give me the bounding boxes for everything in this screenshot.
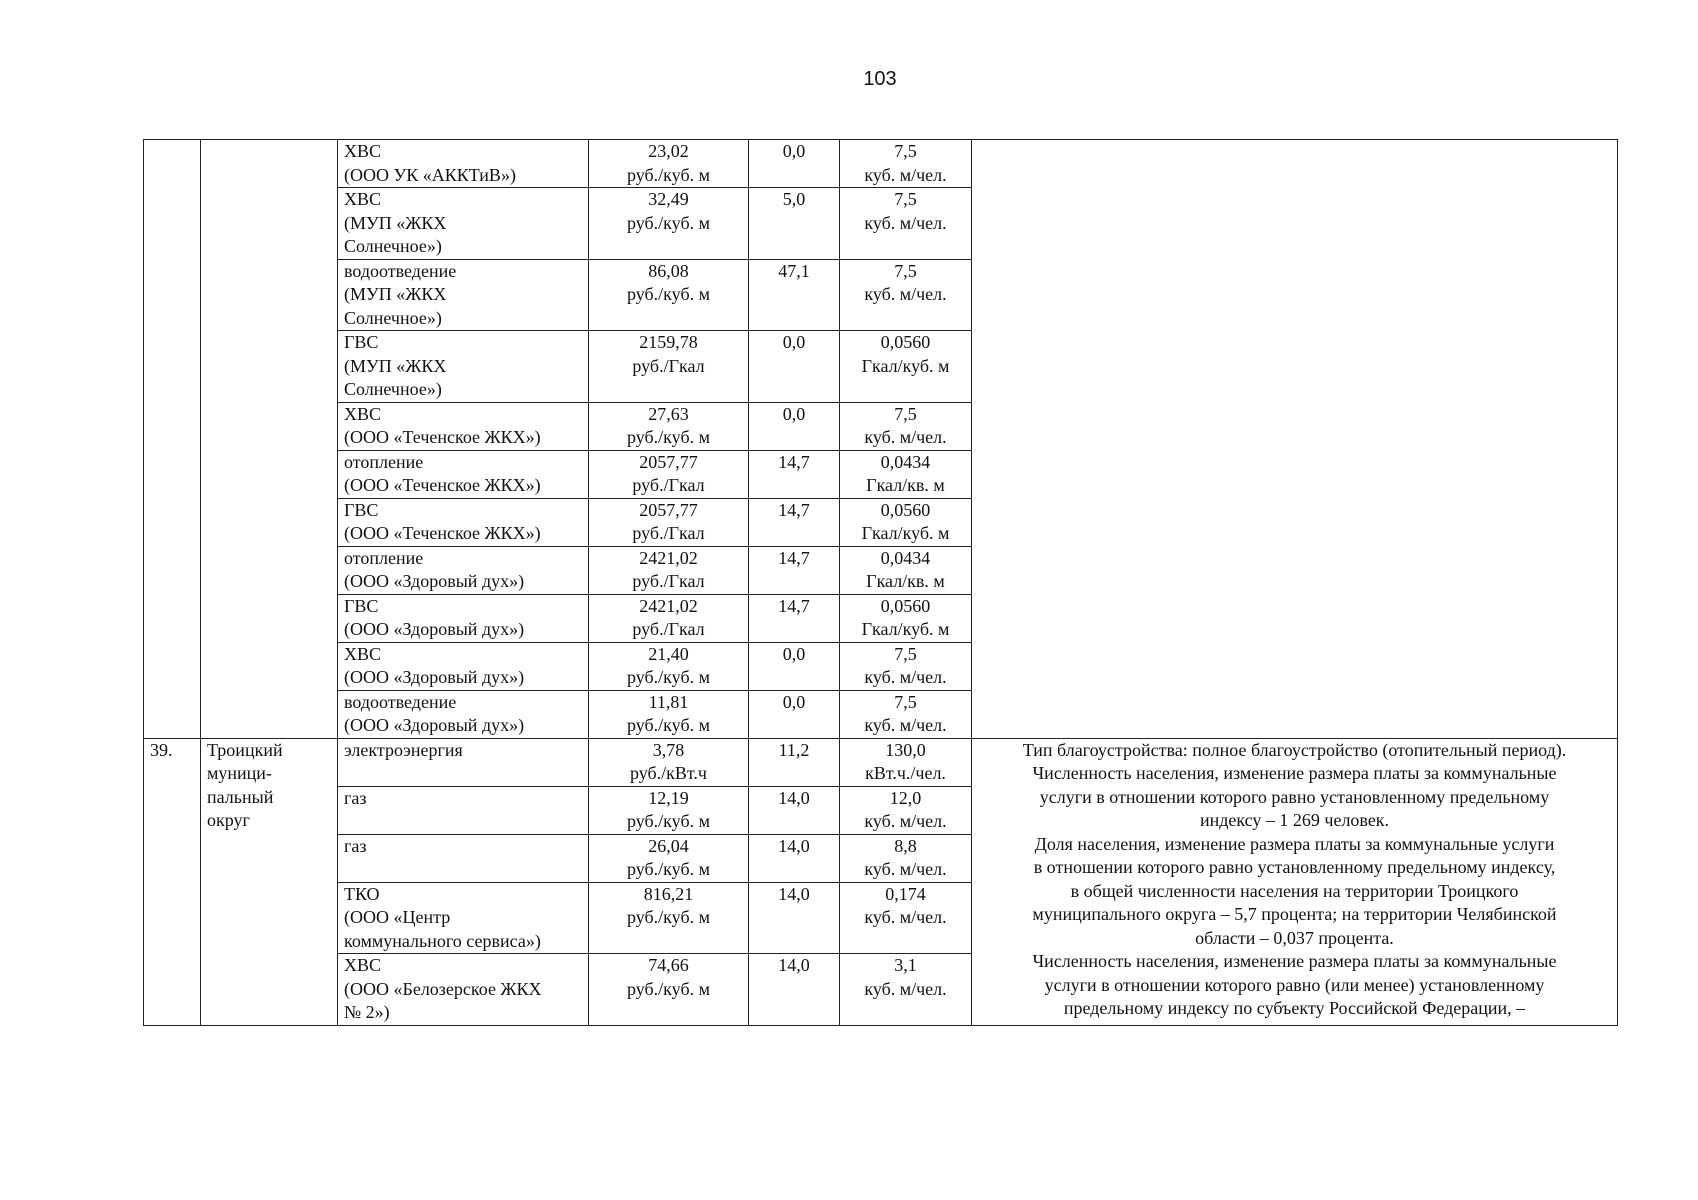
note-line: предельному индексу по субъекту Российской Федерации, – (1063, 998, 1526, 1018)
note-line: Тип благоустройства: полное благоустройство (отопительный период). (1022, 739, 1567, 760)
growth-value: 14,0 (778, 787, 810, 808)
price-line: 26,04 (648, 835, 689, 856)
price-cell (589, 738, 749, 786)
price-cell (589, 834, 749, 882)
norm-line: куб. м/чел. (864, 427, 947, 447)
service-line: ХВС (344, 189, 382, 209)
norm-cell (840, 331, 972, 403)
growth-value: 47,1 (778, 260, 810, 281)
service-line: (ООО «Здоровый дух») (344, 619, 525, 639)
price-cell (589, 450, 749, 498)
price-line: 27,63 (648, 403, 689, 424)
entry-name-line: муници- (207, 763, 272, 783)
service-line: (МУП «ЖКХ (344, 212, 447, 233)
norm-line: куб. м/чел. (864, 284, 947, 304)
norm-line: 7,5 (894, 189, 917, 209)
norm-cell (840, 498, 972, 546)
growth-cell (749, 546, 840, 594)
norm-cell (840, 642, 972, 690)
service-line: (ООО «Теченское ЖКХ») (344, 475, 541, 495)
price-line: руб./куб. м (627, 811, 710, 831)
growth-cell (749, 594, 840, 642)
note-line: услуги в отношении которого равно (или менее) установленному (1044, 974, 1545, 995)
service-line: (МУП «ЖКХ (344, 355, 447, 376)
growth-cell (749, 642, 840, 690)
growth-value: 0,0 (782, 332, 806, 352)
service-line: ХВС (344, 955, 382, 975)
price-line: 86,08 (648, 260, 689, 281)
service-line: (ООО «Здоровый дух») (344, 715, 525, 735)
table-row (144, 140, 1618, 188)
entry-name-cell (201, 738, 338, 1025)
growth-cell (749, 738, 840, 786)
note-line: индексу – 1 269 человек. (1199, 810, 1390, 830)
growth-cell (749, 786, 840, 834)
service-cell (338, 498, 589, 546)
norm-line: куб. м/чел. (864, 978, 947, 999)
service-line: (ООО «Теченское ЖКХ») (344, 427, 541, 447)
service-line: (ООО УК «АККТиВ») (344, 164, 516, 185)
service-cell (338, 738, 589, 786)
norm-line: 7,5 (894, 260, 917, 281)
norm-line: куб. м/чел. (864, 212, 947, 233)
service-line: Солнечное») (344, 307, 442, 328)
price-line: руб./куб. м (627, 212, 710, 233)
growth-cell (749, 882, 840, 954)
service-line: ХВС (344, 643, 382, 664)
growth-value: 0,0 (782, 691, 806, 712)
service-line: (МУП «ЖКХ (344, 284, 447, 304)
service-line: газ (344, 787, 367, 808)
table-body (144, 140, 1618, 1026)
service-line: (ООО «Белозерское ЖКХ (344, 978, 542, 999)
entry-name-line: пальный (207, 786, 274, 807)
price-line: 23,02 (648, 141, 689, 161)
price-line: 74,66 (648, 955, 689, 975)
service-line: ГВС (344, 332, 379, 352)
norm-line: куб. м/чел. (864, 667, 947, 687)
price-cell (589, 786, 749, 834)
price-cell (589, 642, 749, 690)
norm-line: Гкал/кв. м (866, 475, 945, 495)
growth-value: 0,0 (782, 141, 806, 161)
note-cell-continued (972, 140, 1618, 739)
price-line: руб./Гкал (632, 619, 705, 639)
norm-cell (840, 259, 972, 331)
norm-line: 7,5 (894, 691, 917, 712)
norm-cell (840, 954, 972, 1026)
entry-name-line: округ (207, 810, 250, 830)
price-line: руб./Гкал (632, 571, 705, 591)
price-line: руб./куб. м (627, 907, 710, 927)
norm-cell (840, 402, 972, 450)
norm-line: 0,0560 (880, 595, 931, 616)
note-line: Доля населения, изменение размера платы за коммунальные услуги (1034, 833, 1555, 854)
growth-cell (749, 402, 840, 450)
norm-cell (840, 546, 972, 594)
service-cell (338, 140, 589, 188)
price-line: руб./куб. м (627, 284, 710, 304)
price-cell (589, 546, 749, 594)
price-cell (589, 140, 749, 188)
growth-cell (749, 331, 840, 403)
name-cell-continued (201, 140, 338, 739)
service-line: ГВС (344, 595, 379, 616)
price-line: руб./кВт.ч (629, 763, 707, 783)
growth-value: 5,0 (782, 189, 806, 209)
entry-number-cell (144, 738, 201, 1025)
growth-cell (749, 188, 840, 260)
service-cell (338, 450, 589, 498)
note-line: Численность населения, изменение размера платы за коммунальные (1032, 951, 1557, 971)
norm-line: куб. м/чел. (864, 811, 947, 831)
norm-cell (840, 450, 972, 498)
service-line: ХВС (344, 403, 382, 424)
price-line: руб./куб. м (627, 715, 710, 735)
service-line: (ООО «Центр (344, 907, 451, 927)
price-line: 2421,02 (639, 547, 698, 568)
service-line: № 2») (344, 1002, 390, 1022)
note-line: в общей численности населения на территории Троицкого (1070, 880, 1519, 901)
service-line: водоотведение (344, 260, 457, 281)
service-line: ТКО (344, 883, 380, 904)
growth-value: 0,0 (782, 643, 806, 664)
growth-cell (749, 140, 840, 188)
norm-line: 130,0 (885, 739, 926, 760)
norm-line: 0,0560 (880, 499, 931, 520)
growth-value: 14,7 (778, 499, 810, 520)
price-line: 11,81 (648, 691, 689, 712)
service-line: отопление (344, 451, 424, 472)
norm-line: 3,1 (894, 955, 917, 975)
norm-cell (840, 140, 972, 188)
price-line: 2057,77 (639, 499, 698, 520)
norm-line: 7,5 (894, 141, 917, 161)
price-cell (589, 594, 749, 642)
price-line: руб./Гкал (632, 523, 705, 543)
service-line: водоотведение (344, 691, 457, 712)
service-line: ХВС (344, 141, 382, 161)
price-line: 2159,78 (639, 332, 698, 352)
price-cell (589, 259, 749, 331)
growth-value: 14,7 (778, 547, 810, 568)
price-cell (589, 331, 749, 403)
price-cell (589, 690, 749, 738)
price-cell (589, 882, 749, 954)
norm-line: 0,0434 (880, 547, 931, 568)
norm-line: куб. м/чел. (864, 715, 947, 735)
service-line: Солнечное») (344, 236, 442, 256)
norm-cell (840, 834, 972, 882)
service-cell (338, 834, 589, 882)
growth-cell (749, 690, 840, 738)
service-line: коммунального сервиса») (344, 930, 541, 951)
price-line: 816,21 (643, 883, 694, 904)
norm-cell (840, 882, 972, 954)
growth-value: 0,0 (782, 403, 806, 424)
service-line: (ООО «Здоровый дух») (344, 667, 525, 687)
norm-cell (840, 594, 972, 642)
service-cell (338, 259, 589, 331)
price-cell (589, 188, 749, 260)
service-line: (ООО «Здоровый дух») (344, 571, 525, 591)
norm-line: 7,5 (894, 403, 917, 424)
service-line: отопление (344, 547, 424, 568)
service-cell (338, 642, 589, 690)
norm-line: Гкал/кв. м (866, 571, 945, 591)
norm-line: 12,0 (889, 787, 922, 808)
service-cell (338, 546, 589, 594)
norm-cell (840, 786, 972, 834)
note-cell (972, 738, 1618, 1025)
price-line: 12,19 (648, 787, 689, 808)
growth-cell (749, 954, 840, 1026)
note-line: в отношении которого равно установленному предельному индексу, (1033, 857, 1556, 877)
service-line: (ООО «Теченское ЖКХ») (344, 523, 541, 543)
growth-value: 14,0 (778, 883, 810, 904)
growth-cell (749, 450, 840, 498)
price-line: руб./куб. м (627, 667, 710, 687)
service-cell (338, 954, 589, 1026)
note-line: Численность населения, изменение размера платы за коммунальные (1032, 763, 1557, 783)
price-line: руб./куб. м (627, 427, 710, 447)
page-number: 103 (863, 68, 897, 90)
growth-cell (749, 259, 840, 331)
price-line: 32,49 (648, 189, 689, 209)
norm-line: 0,0434 (880, 451, 931, 472)
norm-cell (840, 738, 972, 786)
table-row (144, 738, 1618, 786)
norm-line: Гкал/куб. м (861, 619, 950, 639)
service-cell (338, 188, 589, 260)
growth-value: 14,0 (778, 955, 810, 975)
note-line: услуги в отношении которого равно установленному предельному (1039, 786, 1550, 807)
price-cell (589, 498, 749, 546)
service-line: Солнечное») (344, 379, 442, 399)
note-line: области – 0,037 процента. (1195, 927, 1394, 948)
growth-value: 14,7 (778, 451, 810, 472)
growth-cell (749, 498, 840, 546)
norm-line: Гкал/куб. м (861, 355, 950, 376)
price-line: 2057,77 (639, 451, 698, 472)
tariff-table (143, 139, 1618, 1026)
service-cell (338, 402, 589, 450)
norm-line: куб. м/чел. (864, 164, 947, 185)
norm-cell (840, 188, 972, 260)
growth-value: 11,2 (778, 739, 810, 760)
price-line: руб./куб. м (627, 978, 710, 999)
service-cell (338, 786, 589, 834)
service-cell (338, 594, 589, 642)
service-cell (338, 331, 589, 403)
price-line: руб./куб. м (627, 164, 710, 185)
norm-line: 0,174 (885, 883, 926, 904)
growth-value: 14,7 (778, 595, 810, 616)
growth-value: 14,0 (778, 835, 810, 856)
entry-number: 39. (150, 739, 173, 760)
price-line: руб./Гкал (632, 355, 705, 376)
norm-line: куб. м/чел. (864, 907, 947, 927)
norm-cell (840, 690, 972, 738)
norm-line: куб. м/чел. (864, 859, 947, 879)
norm-line: 7,5 (894, 643, 917, 664)
norm-line: Гкал/куб. м (861, 523, 950, 543)
service-line: электроэнергия (344, 739, 463, 760)
number-cell-continued (144, 140, 201, 739)
price-line: руб./куб. м (627, 859, 710, 879)
growth-cell (749, 834, 840, 882)
price-line: 2421,02 (639, 595, 698, 616)
price-line: руб./Гкал (632, 475, 705, 495)
price-cell (589, 402, 749, 450)
price-cell (589, 954, 749, 1026)
service-line: газ (344, 835, 367, 856)
entry-name-line: Троицкий (207, 739, 283, 760)
note-line: муниципального округа – 5,7 процента; на территории Челябинской (1032, 904, 1557, 924)
norm-line: кВт.ч./чел. (865, 763, 946, 783)
service-cell (338, 690, 589, 738)
price-line: 3,78 (652, 739, 685, 760)
service-cell (338, 882, 589, 954)
service-line: ГВС (344, 499, 379, 520)
norm-line: 8,8 (894, 835, 917, 856)
norm-line: 0,0560 (880, 332, 931, 352)
price-line: 21,40 (648, 643, 689, 664)
